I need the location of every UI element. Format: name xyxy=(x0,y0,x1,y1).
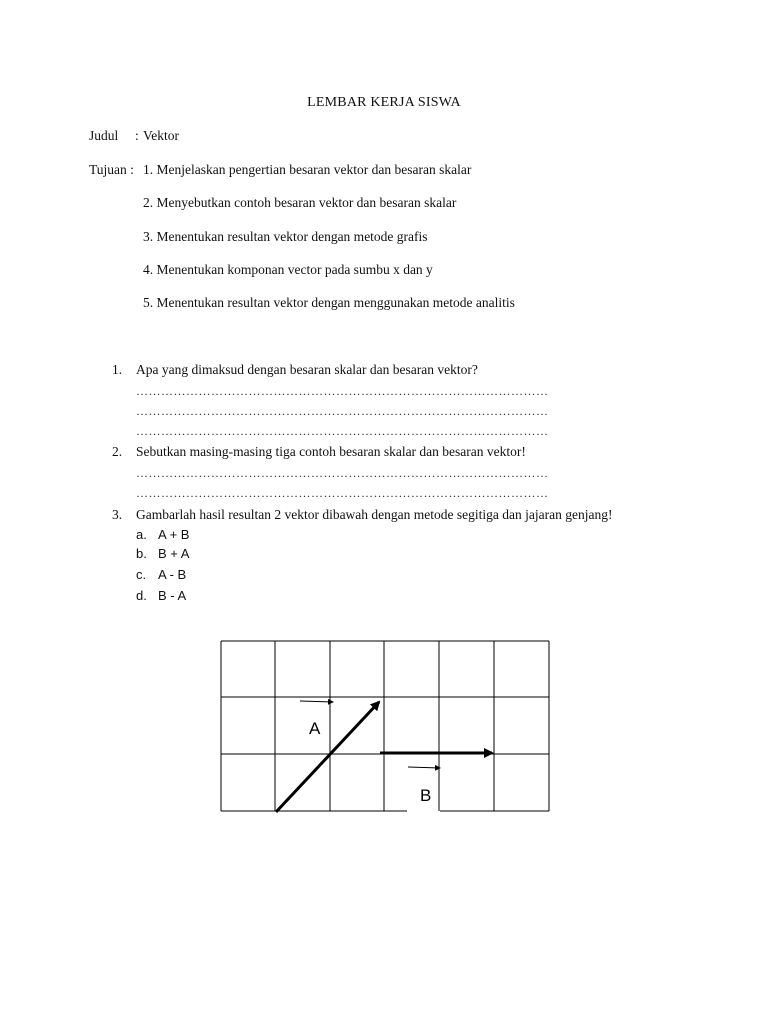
option-text: B + A xyxy=(158,546,190,561)
vector-a-notation-arrow xyxy=(300,701,333,702)
tujuan-item: 5. Menentukan resultan vektor dengan menggunakan metode analitis xyxy=(143,295,515,310)
option-label: c. xyxy=(136,567,147,582)
question-number: 3. xyxy=(112,507,123,522)
question-text: Gambarlah hasil resultan 2 vektor dibawah dengan metode segitiga dan jajaran genjang! xyxy=(136,507,613,522)
answer-line: ……………………………………………………………………………………… xyxy=(136,486,549,500)
answer-line: ……………………………………………………………………………………… xyxy=(136,424,549,438)
tujuan-item: 1. Menjelaskan pengertian besaran vektor dan besaran skalar xyxy=(143,162,472,177)
option-text: A + B xyxy=(158,527,190,542)
judul-value: Vektor xyxy=(143,128,179,143)
grid xyxy=(221,641,549,811)
vector-b-notation-arrow xyxy=(408,767,440,768)
judul-separator: : xyxy=(135,128,139,143)
question-number: 1. xyxy=(112,362,123,377)
tujuan-label: Tujuan : xyxy=(89,162,134,177)
question-number: 2. xyxy=(112,444,123,459)
answer-line: ……………………………………………………………………………………… xyxy=(136,466,549,480)
vector-a-label: A xyxy=(309,719,321,738)
answer-line: ……………………………………………………………………………………… xyxy=(136,384,549,398)
tujuan-item: 2. Menyebutkan contoh besaran vektor dan besaran skalar xyxy=(143,195,457,210)
answer-line: ……………………………………………………………………………………… xyxy=(136,404,549,418)
option-text: B - A xyxy=(158,588,187,603)
page-title: LEMBAR KERJA SISWA xyxy=(307,95,461,110)
judul-label: Judul xyxy=(89,128,119,143)
vector-b-label: B xyxy=(420,786,432,805)
option-label: b. xyxy=(136,546,147,561)
option-label: a. xyxy=(136,527,147,542)
option-text: A - B xyxy=(158,567,187,582)
option-label: d. xyxy=(136,588,147,603)
question-text: Apa yang dimaksud dengan besaran skalar dan besaran vektor? xyxy=(136,362,478,377)
question-text: Sebutkan masing-masing tiga contoh besaran skalar dan besaran vektor! xyxy=(136,444,526,459)
vector-a-arrow xyxy=(276,702,379,812)
tujuan-item: 3. Menentukan resultan vektor dengan metode grafis xyxy=(143,229,428,244)
tujuan-item: 4. Menentukan komponan vector pada sumbu x dan y xyxy=(143,262,433,277)
